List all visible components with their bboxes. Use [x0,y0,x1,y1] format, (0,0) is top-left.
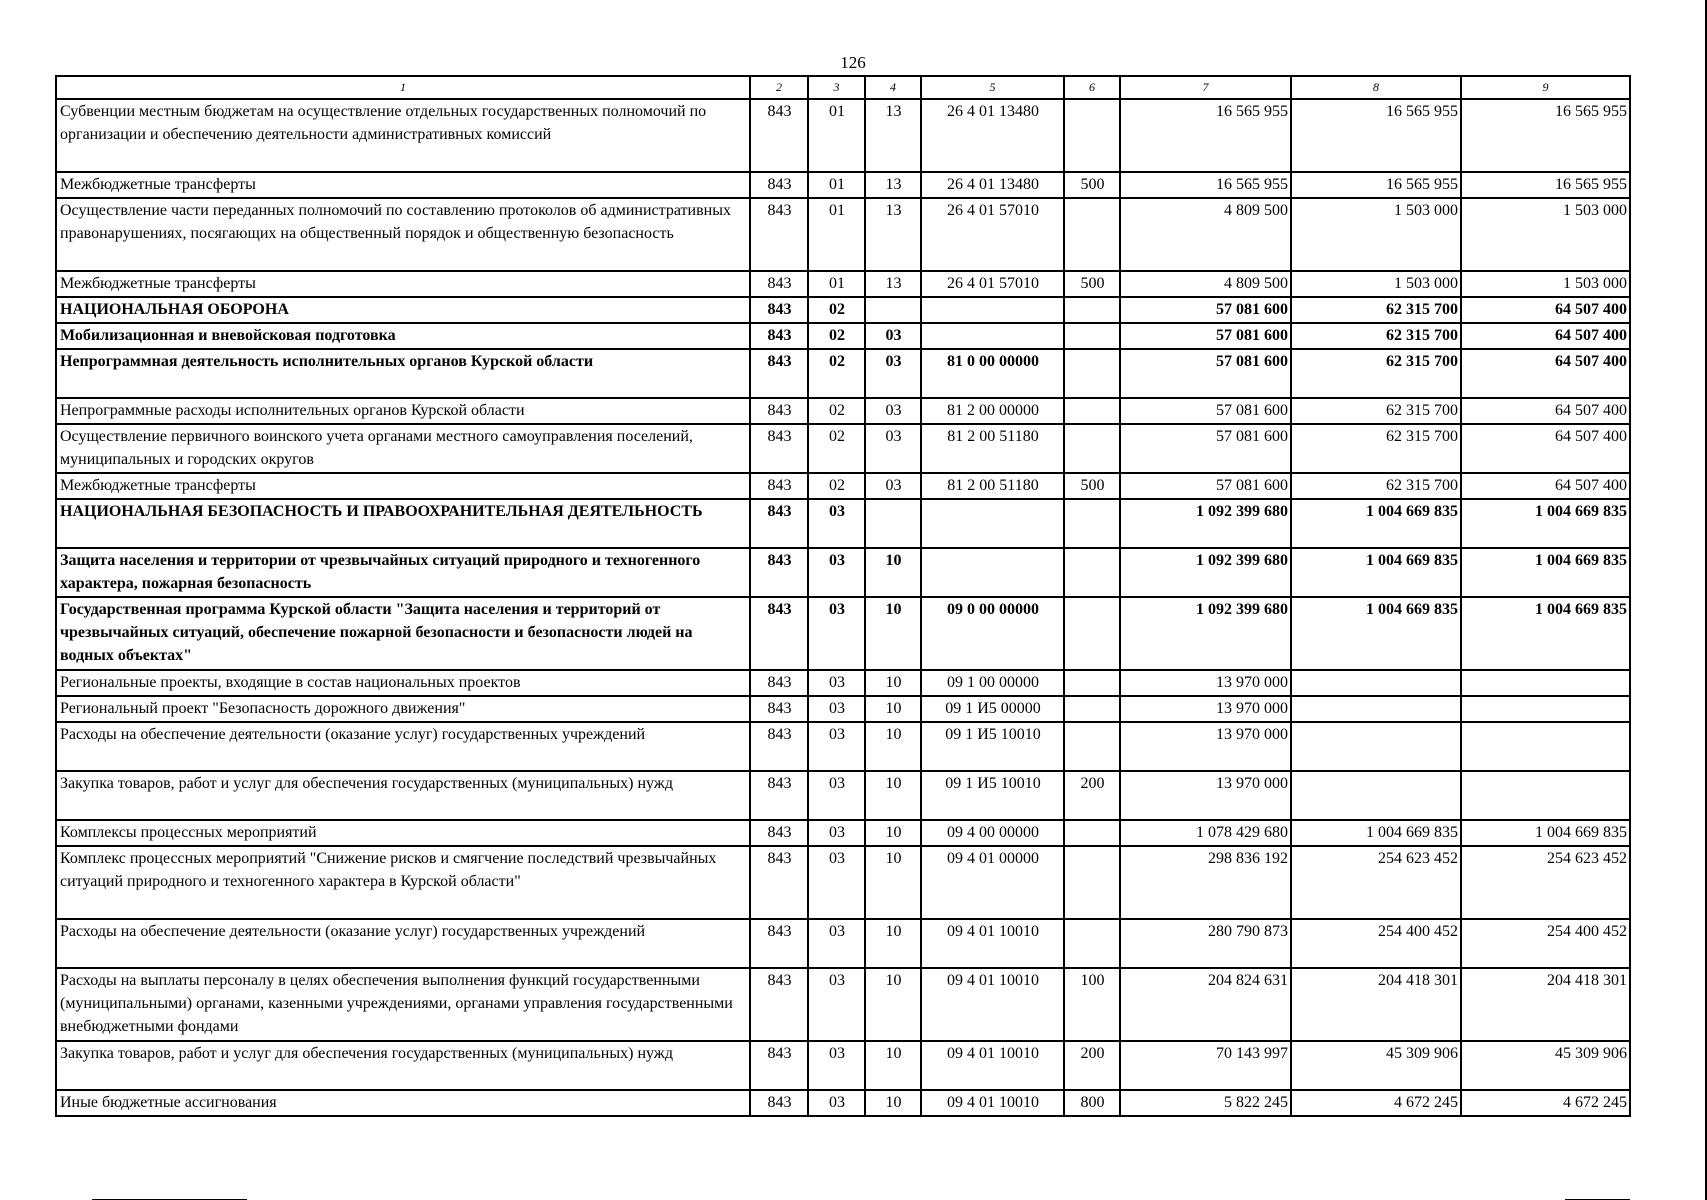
row-code-csr: 09 4 00 00000 [921,820,1064,846]
row-amount-year-1: 70 143 997 [1120,1041,1291,1090]
row-code-vr: 500 [1064,172,1120,198]
row-code-vr: 100 [1064,968,1120,1041]
row-amount-year-1: 13 970 000 [1120,771,1291,820]
row-code-gr: 843 [750,696,808,722]
row-code-csr: 26 4 01 57010 [921,198,1064,271]
row-amount-year-1: 57 081 600 [1120,473,1291,499]
table-row [56,846,1630,919]
table-row [56,271,1630,297]
row-amount-year-3: 16 565 955 [1461,99,1630,172]
row-code-rz: 03 [808,696,865,722]
row-code-vr [1064,919,1120,968]
row-code-pr: 10 [865,820,921,846]
budget-table [55,75,1631,1117]
row-amount-year-2: 62 315 700 [1291,424,1461,473]
row-name: Комплексы процессных мероприятий [56,820,750,846]
row-code-gr: 843 [750,548,808,597]
row-code-vr: 800 [1064,1090,1120,1116]
row-amount-year-1: 16 565 955 [1120,99,1291,172]
table-row [56,820,1630,846]
row-code-pr [865,297,921,323]
row-code-vr [1064,499,1120,548]
row-amount-year-1: 16 565 955 [1120,172,1291,198]
row-code-gr: 843 [750,499,808,548]
table-row [56,1090,1630,1116]
row-code-gr: 843 [750,1041,808,1090]
row-amount-year-1: 1 092 399 680 [1120,548,1291,597]
row-amount-year-2: 4 672 245 [1291,1090,1461,1116]
row-amount-year-1: 280 790 873 [1120,919,1291,968]
row-name: Региональный проект "Безопасность дорожного движения" [56,696,750,722]
header-col-5: 5 [921,76,1064,99]
row-code-gr: 843 [750,722,808,771]
row-amount-year-1: 298 836 192 [1120,846,1291,919]
row-code-pr: 10 [865,670,921,696]
table-row [56,424,1630,473]
column-number-row [56,76,1630,99]
row-amount-year-3: 1 004 669 835 [1461,548,1630,597]
row-code-vr: 500 [1064,271,1120,297]
row-code-csr: 81 2 00 51180 [921,473,1064,499]
row-code-vr: 200 [1064,771,1120,820]
row-name: Непрограммная деятельность исполнительных органов Курской области [56,349,750,398]
row-amount-year-3: 64 507 400 [1461,297,1630,323]
table-row [56,473,1630,499]
row-code-rz: 03 [808,771,865,820]
row-amount-year-2 [1291,771,1461,820]
row-code-pr: 13 [865,172,921,198]
row-code-pr: 10 [865,548,921,597]
table-row [56,297,1630,323]
row-code-gr: 843 [750,919,808,968]
row-code-gr: 843 [750,820,808,846]
table-row [56,968,1630,1041]
row-code-pr: 10 [865,771,921,820]
row-code-vr [1064,424,1120,473]
row-code-vr [1064,99,1120,172]
row-code-csr [921,297,1064,323]
page-number: 126 [840,53,866,72]
row-code-gr: 843 [750,670,808,696]
row-code-gr: 843 [750,323,808,349]
row-amount-year-2 [1291,670,1461,696]
row-name: Мобилизационная и вневойсковая подготовка [56,323,750,349]
table-row [56,771,1630,820]
row-amount-year-2: 62 315 700 [1291,398,1461,424]
row-code-csr: 09 4 01 00000 [921,846,1064,919]
row-amount-year-3 [1461,696,1630,722]
row-code-vr: 500 [1064,473,1120,499]
row-code-csr: 09 1 00 00000 [921,670,1064,696]
row-name: Государственная программа Курской области "Защита населения и территорий от чрезвычайных ситуаций, обеспечение пожарной безопасности и безопасности людей на водных объектах" [56,597,750,670]
row-code-csr: 09 1 И5 00000 [921,696,1064,722]
row-code-rz: 03 [808,548,865,597]
row-code-rz: 01 [808,271,865,297]
row-code-pr: 10 [865,722,921,771]
row-code-gr: 843 [750,473,808,499]
row-code-csr: 81 2 00 00000 [921,398,1064,424]
table-row [56,349,1630,398]
row-amount-year-3: 1 004 669 835 [1461,820,1630,846]
row-code-vr [1064,297,1120,323]
row-amount-year-2: 62 315 700 [1291,349,1461,398]
row-code-vr [1064,323,1120,349]
row-code-vr [1064,198,1120,271]
row-code-vr [1064,846,1120,919]
row-name: Закупка товаров, работ и услуг для обеспечения государственных (муниципальных) нужд [56,771,750,820]
table-row [56,670,1630,696]
row-code-gr: 843 [750,349,808,398]
row-amount-year-3: 64 507 400 [1461,398,1630,424]
row-code-vr [1064,722,1120,771]
row-code-csr [921,548,1064,597]
row-code-rz: 02 [808,349,865,398]
row-code-gr: 843 [750,771,808,820]
row-amount-year-1: 57 081 600 [1120,349,1291,398]
row-amount-year-2: 16 565 955 [1291,99,1461,172]
row-amount-year-2: 1 503 000 [1291,271,1461,297]
row-code-csr [921,499,1064,548]
row-code-csr: 81 2 00 51180 [921,424,1064,473]
row-amount-year-3: 64 507 400 [1461,323,1630,349]
row-code-vr [1064,820,1120,846]
row-code-gr: 843 [750,271,808,297]
row-amount-year-2: 204 418 301 [1291,968,1461,1041]
header-col-4: 4 [865,76,921,99]
header-col-7: 7 [1120,76,1291,99]
row-name: Осуществление первичного воинского учета органами местного самоуправления поселений, муниципальных и городских округов [56,424,750,473]
header-col-1: 1 [56,76,750,99]
row-amount-year-2: 1 004 669 835 [1291,548,1461,597]
row-amount-year-3: 1 503 000 [1461,198,1630,271]
row-code-rz: 03 [808,670,865,696]
row-code-gr: 843 [750,968,808,1041]
row-code-rz: 03 [808,820,865,846]
row-code-rz: 03 [808,499,865,548]
row-code-gr: 843 [750,198,808,271]
header-col-8: 8 [1291,76,1461,99]
row-code-gr: 843 [750,846,808,919]
row-amount-year-2: 45 309 906 [1291,1041,1461,1090]
row-name: Осуществление части переданных полномочий по составлению протоколов об административных правонарушениях, посягающих на общественный порядок и общественную безопасность [56,198,750,271]
row-amount-year-3: 64 507 400 [1461,424,1630,473]
row-code-pr: 03 [865,424,921,473]
row-amount-year-3: 254 623 452 [1461,846,1630,919]
row-name: Непрограммные расходы исполнительных органов Курской области [56,398,750,424]
row-code-rz: 03 [808,722,865,771]
row-amount-year-2: 62 315 700 [1291,323,1461,349]
row-code-vr [1064,398,1120,424]
row-name: НАЦИОНАЛЬНАЯ БЕЗОПАСНОСТЬ И ПРАВООХРАНИТЕЛЬНАЯ ДЕЯТЕЛЬНОСТЬ [56,499,750,548]
row-code-csr: 09 1 И5 10010 [921,722,1064,771]
row-code-pr: 10 [865,696,921,722]
table-row [56,597,1630,670]
row-code-csr: 09 1 И5 10010 [921,771,1064,820]
table-row [56,1041,1630,1090]
row-code-pr: 10 [865,1090,921,1116]
row-code-rz: 01 [808,198,865,271]
row-code-pr: 13 [865,198,921,271]
row-amount-year-1: 13 970 000 [1120,696,1291,722]
row-code-gr: 843 [750,597,808,670]
table-row [56,919,1630,968]
row-code-rz: 02 [808,297,865,323]
row-code-vr [1064,696,1120,722]
row-code-rz: 03 [808,919,865,968]
row-amount-year-3: 254 400 452 [1461,919,1630,968]
row-amount-year-1: 204 824 631 [1120,968,1291,1041]
row-amount-year-1: 4 809 500 [1120,198,1291,271]
row-code-csr: 09 4 01 10010 [921,919,1064,968]
row-amount-year-1: 1 092 399 680 [1120,597,1291,670]
row-amount-year-2: 62 315 700 [1291,297,1461,323]
row-code-rz: 03 [808,1041,865,1090]
row-code-csr: 26 4 01 57010 [921,271,1064,297]
row-code-rz: 01 [808,172,865,198]
row-code-gr: 843 [750,424,808,473]
row-code-gr: 843 [750,1090,808,1116]
row-amount-year-2: 1 004 669 835 [1291,820,1461,846]
row-code-csr: 26 4 01 13480 [921,99,1064,172]
row-code-csr: 26 4 01 13480 [921,172,1064,198]
row-code-csr: 09 4 01 10010 [921,968,1064,1041]
table-row [56,323,1630,349]
table-row [56,99,1630,172]
row-name: Субвенции местным бюджетам на осуществление отдельных государственных полномочий по организации и обеспечению деятельности административных комиссий [56,99,750,172]
row-code-pr: 10 [865,597,921,670]
row-name: Межбюджетные трансферты [56,172,750,198]
table-row [56,548,1630,597]
row-code-pr: 03 [865,323,921,349]
row-code-pr: 03 [865,349,921,398]
table-row [56,696,1630,722]
row-amount-year-1: 5 822 245 [1120,1090,1291,1116]
table-row [56,172,1630,198]
row-amount-year-1: 57 081 600 [1120,323,1291,349]
row-amount-year-3 [1461,670,1630,696]
row-name: Закупка товаров, работ и услуг для обеспечения государственных (муниципальных) нужд [56,1041,750,1090]
row-code-gr: 843 [750,99,808,172]
row-code-pr: 10 [865,919,921,968]
row-code-vr [1064,548,1120,597]
row-amount-year-2 [1291,722,1461,771]
row-code-gr: 843 [750,297,808,323]
row-code-csr: 09 4 01 10010 [921,1041,1064,1090]
row-amount-year-3: 64 507 400 [1461,473,1630,499]
row-code-rz: 03 [808,1090,865,1116]
row-amount-year-1: 1 092 399 680 [1120,499,1291,548]
row-name: НАЦИОНАЛЬНАЯ ОБОРОНА [56,297,750,323]
row-code-vr [1064,597,1120,670]
row-amount-year-1: 57 081 600 [1120,398,1291,424]
row-code-vr: 200 [1064,1041,1120,1090]
row-amount-year-3: 1 503 000 [1461,271,1630,297]
table-row [56,722,1630,771]
row-amount-year-3: 16 565 955 [1461,172,1630,198]
row-name: Защита населения и территории от чрезвычайных ситуаций природного и техногенного характера, пожарная безопасность [56,548,750,597]
row-code-pr: 03 [865,398,921,424]
row-code-csr [921,323,1064,349]
table-row [56,398,1630,424]
header-col-3: 3 [808,76,865,99]
row-name: Иные бюджетные ассигнования [56,1090,750,1116]
row-name: Межбюджетные трансферты [56,473,750,499]
row-code-rz: 02 [808,398,865,424]
row-amount-year-2: 254 623 452 [1291,846,1461,919]
row-amount-year-1: 13 970 000 [1120,722,1291,771]
row-code-pr [865,499,921,548]
row-amount-year-1: 57 081 600 [1120,424,1291,473]
row-amount-year-3: 45 309 906 [1461,1041,1630,1090]
row-amount-year-3: 64 507 400 [1461,349,1630,398]
header-col-2: 2 [750,76,808,99]
row-code-pr: 10 [865,846,921,919]
row-code-pr: 03 [865,473,921,499]
header-col-9: 9 [1461,76,1630,99]
row-code-rz: 03 [808,846,865,919]
table-row [56,499,1630,548]
row-code-pr: 10 [865,968,921,1041]
row-name: Комплекс процессных мероприятий "Снижение рисков и смягчение последствий чрезвычайных ситуаций природного и техногенного характера в Курской области" [56,846,750,919]
row-code-rz: 02 [808,323,865,349]
row-amount-year-2 [1291,696,1461,722]
row-amount-year-3: 1 004 669 835 [1461,499,1630,548]
row-amount-year-3: 4 672 245 [1461,1090,1630,1116]
row-code-vr [1064,349,1120,398]
row-code-gr: 843 [750,398,808,424]
row-amount-year-2: 1 004 669 835 [1291,597,1461,670]
table-row [56,198,1630,271]
header-col-6: 6 [1064,76,1120,99]
row-amount-year-2: 254 400 452 [1291,919,1461,968]
row-name: Расходы на обеспечение деятельности (оказание услуг) государственных учреждений [56,919,750,968]
row-code-csr: 81 0 00 00000 [921,349,1064,398]
row-code-csr: 09 4 01 10010 [921,1090,1064,1116]
row-name: Расходы на обеспечение деятельности (оказание услуг) государственных учреждений [56,722,750,771]
row-amount-year-1: 1 078 429 680 [1120,820,1291,846]
row-name: Расходы на выплаты персоналу в целях обеспечения выполнения функций государственными (муниципальными) органами, казенными учреждениями, органами управления государственными внебюджетными фондами [56,968,750,1041]
row-code-pr: 13 [865,99,921,172]
row-name: Межбюджетные трансферты [56,271,750,297]
row-code-csr: 09 0 00 00000 [921,597,1064,670]
row-code-rz: 03 [808,968,865,1041]
row-amount-year-2: 1 004 669 835 [1291,499,1461,548]
row-code-rz: 02 [808,473,865,499]
row-code-pr: 13 [865,271,921,297]
row-code-rz: 02 [808,424,865,473]
row-code-pr: 10 [865,1041,921,1090]
row-amount-year-1: 57 081 600 [1120,297,1291,323]
row-code-rz: 01 [808,99,865,172]
row-amount-year-2: 16 565 955 [1291,172,1461,198]
row-code-gr: 843 [750,172,808,198]
row-amount-year-3: 1 004 669 835 [1461,597,1630,670]
row-amount-year-3 [1461,771,1630,820]
row-amount-year-2: 62 315 700 [1291,473,1461,499]
row-amount-year-1: 4 809 500 [1120,271,1291,297]
row-amount-year-3 [1461,722,1630,771]
row-amount-year-1: 13 970 000 [1120,670,1291,696]
row-amount-year-2: 1 503 000 [1291,198,1461,271]
row-name: Региональные проекты, входящие в состав национальных проектов [56,670,750,696]
row-code-vr [1064,670,1120,696]
row-amount-year-3: 204 418 301 [1461,968,1630,1041]
row-code-rz: 03 [808,597,865,670]
